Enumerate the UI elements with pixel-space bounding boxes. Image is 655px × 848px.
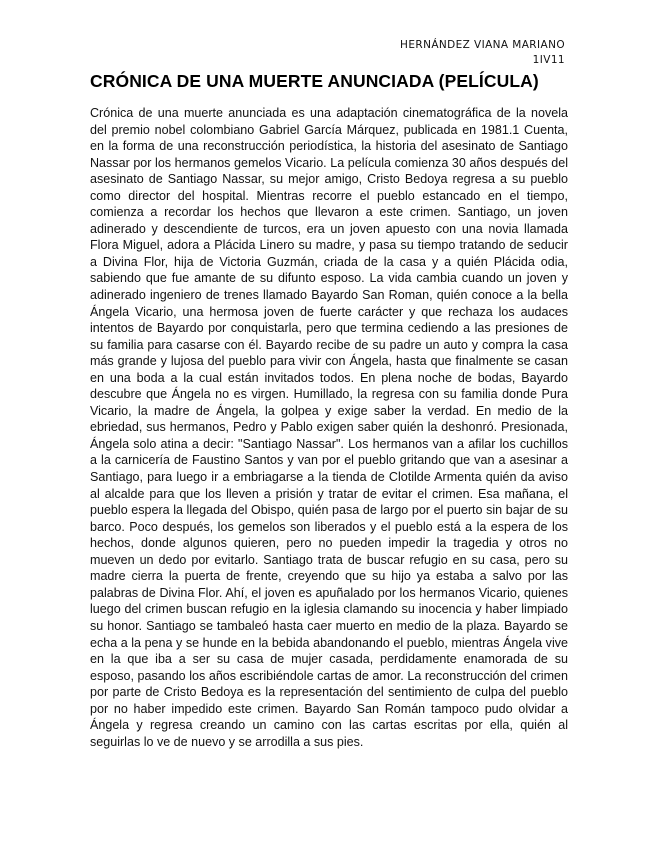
group-code: 1IV11: [532, 54, 565, 66]
page-header: [400, 38, 565, 68]
body-paragraph: Crónica de una muerte anunciada es una adaptación cinematográfica de la novela del premio nobel colombiano Gabriel García Márquez, publicada en 1981.1 Cuenta, en la forma de una reconstrucción periodística, la historia del asesinato de Santiago Nassar por los hermanos gemelos Vicario. La película comienza 30 años después del asesinato de Santiago Nassar, su mejor amigo, Cristo Bedoya regresa a su pueblo como director del hospital. Mientras recorre el pueblo estancado en el tiempo, comienza a recordar los hechos que llevaron a este crimen. Santiago, un joven adinerado y descendiente de turcos, era un joven apuesto con una novia llamada Flora Miguel, adora a Plácida Linero su madre, y pasa su tiempo tratando de seducir a Divina Flor, hija de Victoria Guzmán, criada de la casa y a quién Plácida odia, sabiendo que fue amante de su difunto esposo. La vida cambia cuando un joven y adinerado ingeniero de trenes llamado Bayardo San Roman, quién conoce a la bella Ángela Vicario, una hermosa joven de fuerte carácter y que rechaza los audaces intentos de Bayardo por conquistarla, pero que termina cediendo a las presiones de su familia para casarse con él. Bayardo recibe de su padre un auto y compra la casa más grande y lujosa del pueblo para vivir con Ángela, hasta que finalmente se casan en una boda a la cual están invitados todos. En plena noche de bodas, Bayardo descubre que Ángela no es virgen. Humillado, la regresa con su familia donde Pura Vicario, la madre de Ángela, la golpea y exige saber la verdad. En medio de la ebriedad, sus hermanos, Pedro y Pablo exigen saber quién la deshonró. Presionada, Ángela solo atina a decir: "Santiago Nassar". Los hermanos van a afilar los cuchillos a la carnicería de Faustino Santos y van por el pueblo gritando que van a asesinar a Santiago, para luego ir a embriagarse a la tienda de Clotilde Armenta quién da aviso al alcalde para que los lleven a prisión y tratar de evitar el crimen. Esa mañana, el pueblo espera la llegada del Obispo, quién pasa de largo por el puerto sin bajar de su barco. Poco después, los gemelos son liberados y el pueblo está a la espera de los hechos, donde algunos quieren, pero no pueden impedir la tragedia y otros no mueven un dedo por evitarlo. Santiago trata de buscar refugio en su casa, pero su madre cierra la puerta de frente, creyendo que su hijo ya estaba a salvo por las palabras de Divina Flor. Ahí, el joven es apuñalado por los hermanos Vicario, quienes luego del crimen buscan refugio en la iglesia clamando su inocencia y haber limpiado su honor. Santiago se tambaleó hasta caer muerto en medio de la plaza. Bayardo se echa a la pena y se hunde en la bebida abandonando el pueblo, mientras Ángela vive en la que iba a ser su casa de mujer casada, perdidamente enamorada de su esposo, pasando los años escribiéndole cartas de amor. La reconstrucción del crimen por parte de Cristo Bedoya es la representación del sentimiento de culpa del pueblo por no haber impedido este crimen. Bayardo San Román tampoco pudo olvidar a Ángela y regresa creando un camino con las cartas escritas por ella, quién al seguirlas lo ve de nuevo y se arrodilla a sus pies.: [90, 106, 568, 749]
document-title: CRÓNICA DE UNA MUERTE ANUNCIADA (PELÍCULA): [90, 71, 539, 91]
author-name: HERNÁNDEZ VIANA MARIANO: [400, 39, 565, 51]
